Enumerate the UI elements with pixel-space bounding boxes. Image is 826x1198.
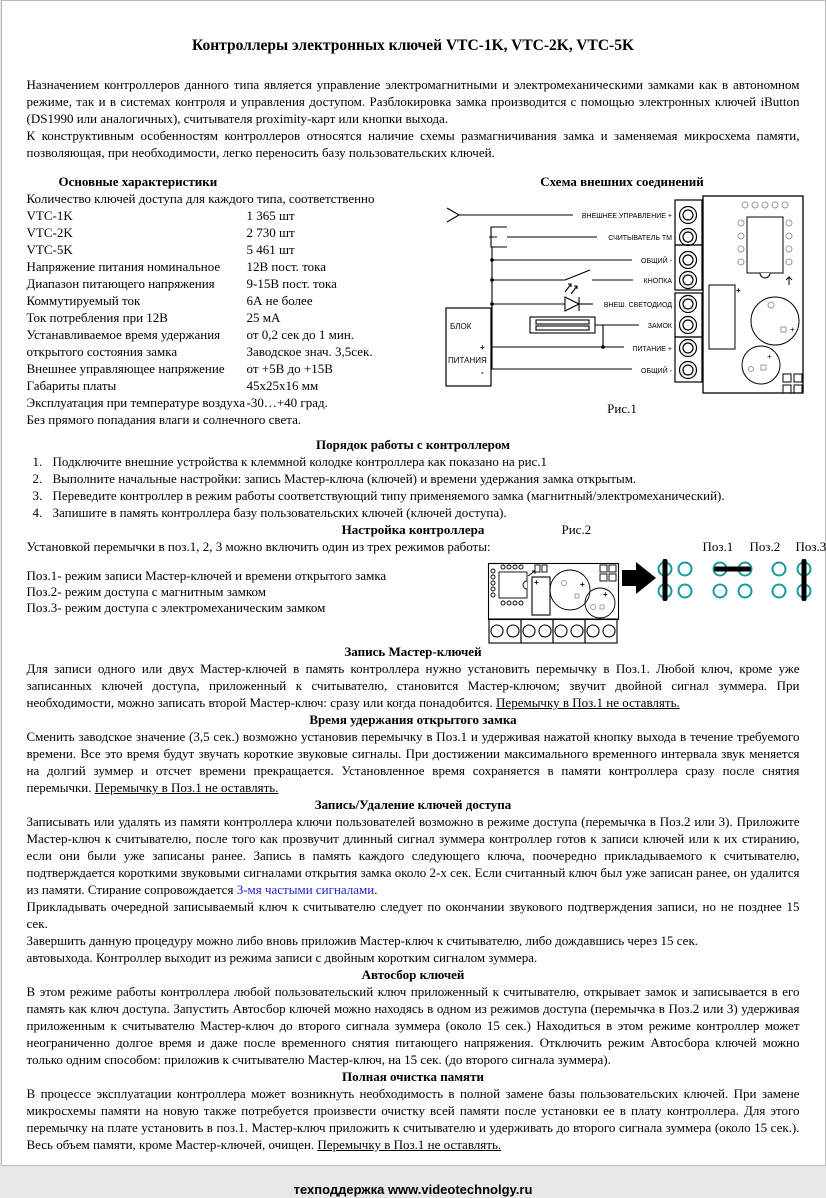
chip-arrow-icon	[786, 277, 792, 285]
procedure-item	[27, 453, 800, 470]
pos1-label: Поз.1	[703, 538, 734, 555]
setup-section	[27, 521, 800, 643]
tm-reader-icon	[489, 227, 507, 247]
memory-chip	[747, 217, 783, 278]
setup-intro: Установкой перемычки в поз.1, 2, 3 можно включить один из трех режимов работы:	[27, 539, 491, 554]
spec-value: 1 365 шт	[247, 208, 295, 223]
psu-minus: -	[481, 368, 484, 377]
spec-label: Габариты платы	[27, 377, 247, 394]
spec-row	[27, 275, 445, 292]
spec-label: Ток потребления при 12В	[27, 309, 247, 326]
page-title: Контроллеры электронных ключей VTC-1K, VTC-2K, VTC-5K	[27, 37, 800, 54]
item-number: 2.	[27, 470, 53, 487]
master-keys-heading: Запись Мастер-ключей	[27, 643, 800, 660]
spec-value: -30…+40 град.	[247, 395, 328, 410]
terminal-label: СЧИТЫВАТЕЛЬ ТМ	[608, 235, 672, 242]
button-switch-icon	[565, 270, 590, 280]
spec-value: 9-15В пост. тока	[247, 276, 337, 291]
pcb2-cap2-plus: +	[603, 590, 608, 599]
intro-section	[27, 76, 800, 161]
jumper-bar-pos2	[714, 567, 751, 572]
spec-label: VTC-2K	[27, 224, 247, 241]
spec-row	[27, 292, 445, 309]
body-text: Для записи одного или двух Мастер-ключей в память контроллера нужно установить перемычку в Поз.1. Любой ключ, кроме уже записанных ключей доступа, приложенный к считывателю, становится Мастер-ключом; звучит двойной сигнал зуммера. При необходимости, можно записать второй Мастер-ключ: сразу или когда понадобится.	[27, 661, 800, 710]
terminal-label: ЗАМОК	[647, 323, 672, 330]
led-icon	[565, 284, 579, 311]
memory-clear-heading: Полная очистка памяти	[27, 1068, 800, 1085]
cap-plus: +	[790, 325, 795, 334]
memory-clear-body	[27, 1085, 800, 1153]
spec-value: 12В пост. тока	[247, 259, 327, 274]
spec-row	[27, 360, 445, 377]
spec-row	[27, 241, 445, 258]
intro-paragraph-1: Назначением контроллеров данного типа является управление электромагнитными и электромеханическими замками как в автономном режиме, так и в системах контроля и управления доступом. Разблокировка замка производится с помощью электронных ключей iButton (DS1990 или аналогичных), считывателя proximity-карт или кнопки выхода.	[27, 76, 800, 127]
pad-squares	[783, 374, 802, 393]
controller-board-fig2	[488, 563, 620, 645]
terminal-block	[675, 200, 702, 382]
procedure-item	[27, 504, 800, 521]
keys-access-body1	[27, 813, 800, 898]
fig1-caption: Рис.1	[445, 400, 800, 417]
jumper-bar-pos1	[662, 559, 667, 601]
keys-access-body2: Прикладывать очередной записываемый ключ к считывателю следует по окончании звукового подтверждения записи, но не позднее 15 сек.	[27, 898, 800, 932]
specs-intro-row: Количество ключей доступа для каждого типа, соответственно	[27, 190, 445, 207]
procedure-heading: Порядок работы с контроллером	[27, 436, 800, 453]
pcb2-cap-large	[550, 570, 590, 610]
pcb2-cap-small	[585, 588, 615, 618]
pcb2-terminal-strip	[489, 619, 617, 643]
item-text: Подключите внешние устройства к клеммной колодке контроллера как показано на рис.1	[53, 453, 548, 470]
spec-label: Диапазон питающего напряжения	[27, 275, 247, 292]
spec-label: Эксплуатация при температуре воздуха	[27, 394, 247, 411]
psu-label-1: БЛОК	[450, 322, 472, 331]
intro-paragraph-2: К конструктивным особенностям контроллеров относятся наличие схемы размагничивания замка и заменяемая микросхема памяти, позволяющая, при необходимости, легко переносить базу пользовательских ключей.	[27, 127, 800, 161]
spec-row	[27, 326, 445, 343]
terminal-label: КНОПКА	[643, 278, 672, 285]
jumper-bar-pos3	[801, 559, 806, 601]
spec-label: Коммутируемый ток	[27, 292, 247, 309]
item-number: 3.	[27, 487, 53, 504]
pcb2-relay-plus: +	[534, 578, 539, 587]
relay-plus: +	[736, 286, 741, 295]
warning-text: Перемычку в Поз.1 не оставлять.	[317, 1137, 501, 1152]
spec-row	[27, 207, 445, 224]
spec-value: Заводское знач. 3,5сек.	[247, 344, 373, 359]
cap-plus: +	[767, 352, 772, 361]
external-control-arrow-icon	[447, 208, 459, 222]
spec-label: VTC-5K	[27, 241, 247, 258]
board-components	[709, 202, 802, 393]
body-text: Записывать или удалять из памяти контроллера ключи пользователей возможно в режиме доступа (перемычка в Поз.2 или 3). Приложите Мастер-ключ к считывателю, после того как прозвучит длинный сигнал зуммера контроллер готов к записи ключей или к их стиранию, если они были уже записаны ранее. Запись в память каждого следующего ключа, поочередно прикладываемого к считывателю, подтверждается короткими звуковыми сигналами открытия замка около 2-х сек. Если считанный ключ был уже записан ранее, он удалится из памяти. Стирание сопровождается	[27, 814, 800, 897]
autocollect-heading: Автосбор ключей	[27, 966, 800, 983]
spec-row	[27, 394, 445, 411]
terminal-label: ОБЩИЙ -	[641, 256, 673, 265]
setup-heading: Настройка контроллера	[342, 522, 485, 537]
item-text: Переведите контроллер в режим работы соответствующий типу применяемого замка (магнитный/электромеханический).	[53, 487, 725, 504]
spec-label: Внешнее управляющее напряжение	[27, 360, 247, 377]
terminal-label: ВНЕШНЕЕ УПРАВЛЕНИЕ +	[581, 213, 671, 220]
relay	[709, 285, 735, 349]
psu-plus: +	[480, 343, 485, 352]
terminal-label: ПИТАНИЕ +	[632, 346, 672, 353]
mode-pos3: Поз.3- режим доступа с электромеханическим замком	[27, 599, 800, 615]
spec-row	[27, 343, 445, 360]
specs-section	[27, 173, 445, 428]
warning-text: Перемычку в Поз.1 не оставлять.	[95, 780, 279, 795]
connection-diagram-heading: Схема внешних соединений	[445, 173, 800, 190]
warning-text: Перемычку в Поз.1 не оставлять.	[496, 695, 680, 710]
terminal-label: ВНЕШ. СВЕТОДИОД	[603, 302, 671, 309]
spec-label: Напряжение питания номинальное	[27, 258, 247, 275]
jumper-positions-diagram	[622, 557, 817, 603]
procedure-list	[27, 453, 800, 521]
pos3-label: Поз.3	[796, 538, 826, 555]
spec-value: 5 461 шт	[247, 242, 295, 257]
terminal-label: ОБЩИЙ -	[641, 366, 673, 375]
keys-access-line1: Завершить данную процедуру можно либо вновь приложив Мастер-ключ к считывателю, либо дождавшись через 15 сек.	[27, 932, 800, 949]
keys-access-heading: Запись/Удаление ключей доступа	[27, 796, 800, 813]
connection-diagram-section	[445, 173, 800, 428]
autocollect-body: В этом режиме работы контроллера любой пользовательский ключ приложенный к считывателю, открывает замок и записывается в его память как ключ доступа. Запустить Автосбор ключей можно находясь в одном из режимов доступа (перемычка в Поз.2 или 3) удерживая приложенным к считывателю Мастер-ключ до второго сигнала зуммера (около 15 сек.) Находиться в этом режиме контроллер может неограниченно долгое время и даже после временного снятия питающего напряжения. Отключить режим Автосбора ключей можно только одним способом: приложив к считывателю Мастер-ключ, на 15 сек. (до второго сигнала зуммера).	[27, 983, 800, 1068]
master-keys-body	[27, 660, 800, 711]
spec-row	[27, 258, 445, 275]
support-footer: техподдержка www.videotechnolgy.ru	[27, 1181, 800, 1198]
spec-value: 2 730 шт	[247, 225, 295, 240]
spec-label: открытого состояния замка	[27, 343, 247, 360]
body-text: В процессе эксплуатации контроллера может возникнуть необходимость в полной замене базы пользовательских ключей. При замене микросхемы памяти на новую также потребуется произвести очистку всей памяти после установки ее в плату контроллера. Для этого перемычку на плате установить в поз.1. Мастер-ключ приложить к считывателю и удерживать до второго сигнала зуммера (около 15 сек.). Весь объем памяти, кроме Мастер-ключей, очищен.	[27, 1086, 800, 1152]
psu-label-2: ПИТАНИЯ	[448, 356, 487, 365]
item-text: Выполните начальные настройки: запись Мастер-ключа (ключей) и времени удержания замка открытым.	[53, 470, 637, 487]
spec-row	[27, 309, 445, 326]
body-text: Сменить заводское значение (3,5 сек.) возможно установив перемычку в Поз.1 и удерживая нажатой кнопку выхода в течение требуемого времени. Все это время будут звучать короткие звуковые сигналы. При достижении максимального временного интервала звук меняется на долгий зуммер и отсчет времени прекращается. Установленное время сохраняется в памяти контроллера сразу после снятия перемычки.	[27, 729, 800, 795]
pos2-label: Поз.2	[750, 538, 781, 555]
pcb2-jumper-header	[528, 565, 547, 576]
mode-pos1: Поз.1- режим записи Мастер-ключей и времени открытого замка	[27, 567, 800, 583]
procedure-item	[27, 487, 800, 504]
specs-heading: Основные характеристики	[27, 173, 445, 190]
spec-value: 6А не более	[247, 293, 313, 308]
pointer-arrow-icon	[622, 562, 656, 594]
spec-value: от +5В до +15В	[247, 361, 333, 376]
spec-value: от 0,2 сек до 1 мин.	[247, 327, 355, 342]
pcb2-pads	[600, 565, 616, 581]
spec-row	[27, 377, 445, 394]
pcb2-chip	[491, 565, 527, 605]
spec-value: 25 мА	[247, 310, 281, 325]
hold-time-heading: Время удержания открытого замка	[27, 711, 800, 728]
spec-label: VTC-1K	[27, 207, 247, 224]
mode-pos2: Поз.2- режим доступа с магнитным замком	[27, 583, 800, 599]
lock-icon	[530, 317, 595, 333]
keys-access-line2: автовыхода. Контроллер выходит из режима записи с двойным коротким сигналом зуммера.	[27, 949, 800, 966]
psu-box	[446, 308, 491, 386]
fig2-caption: Рис.2	[562, 521, 592, 538]
item-number: 4.	[27, 504, 53, 521]
item-text: Запишите в память контроллера базу пользовательских ключей (ключей доступа).	[53, 504, 507, 521]
specs-note: Без прямого попадания влаги и солнечного света.	[27, 411, 445, 428]
spec-value: 45x25x16 мм	[247, 378, 319, 393]
capacitor-large	[751, 297, 799, 345]
hold-time-body	[27, 728, 800, 796]
procedure-item	[27, 470, 800, 487]
connection-diagram	[445, 193, 805, 398]
blue-highlight-text: 3-мя частыми сигналами	[237, 882, 375, 897]
body-text: .	[374, 882, 377, 897]
capacitor-small	[742, 346, 780, 384]
item-number: 1.	[27, 453, 53, 470]
pcb2-cap-plus: +	[580, 580, 585, 589]
spec-label: Устанавливаемое время удержания	[27, 326, 247, 343]
spec-row	[27, 224, 445, 241]
document-page	[1, 0, 826, 1166]
